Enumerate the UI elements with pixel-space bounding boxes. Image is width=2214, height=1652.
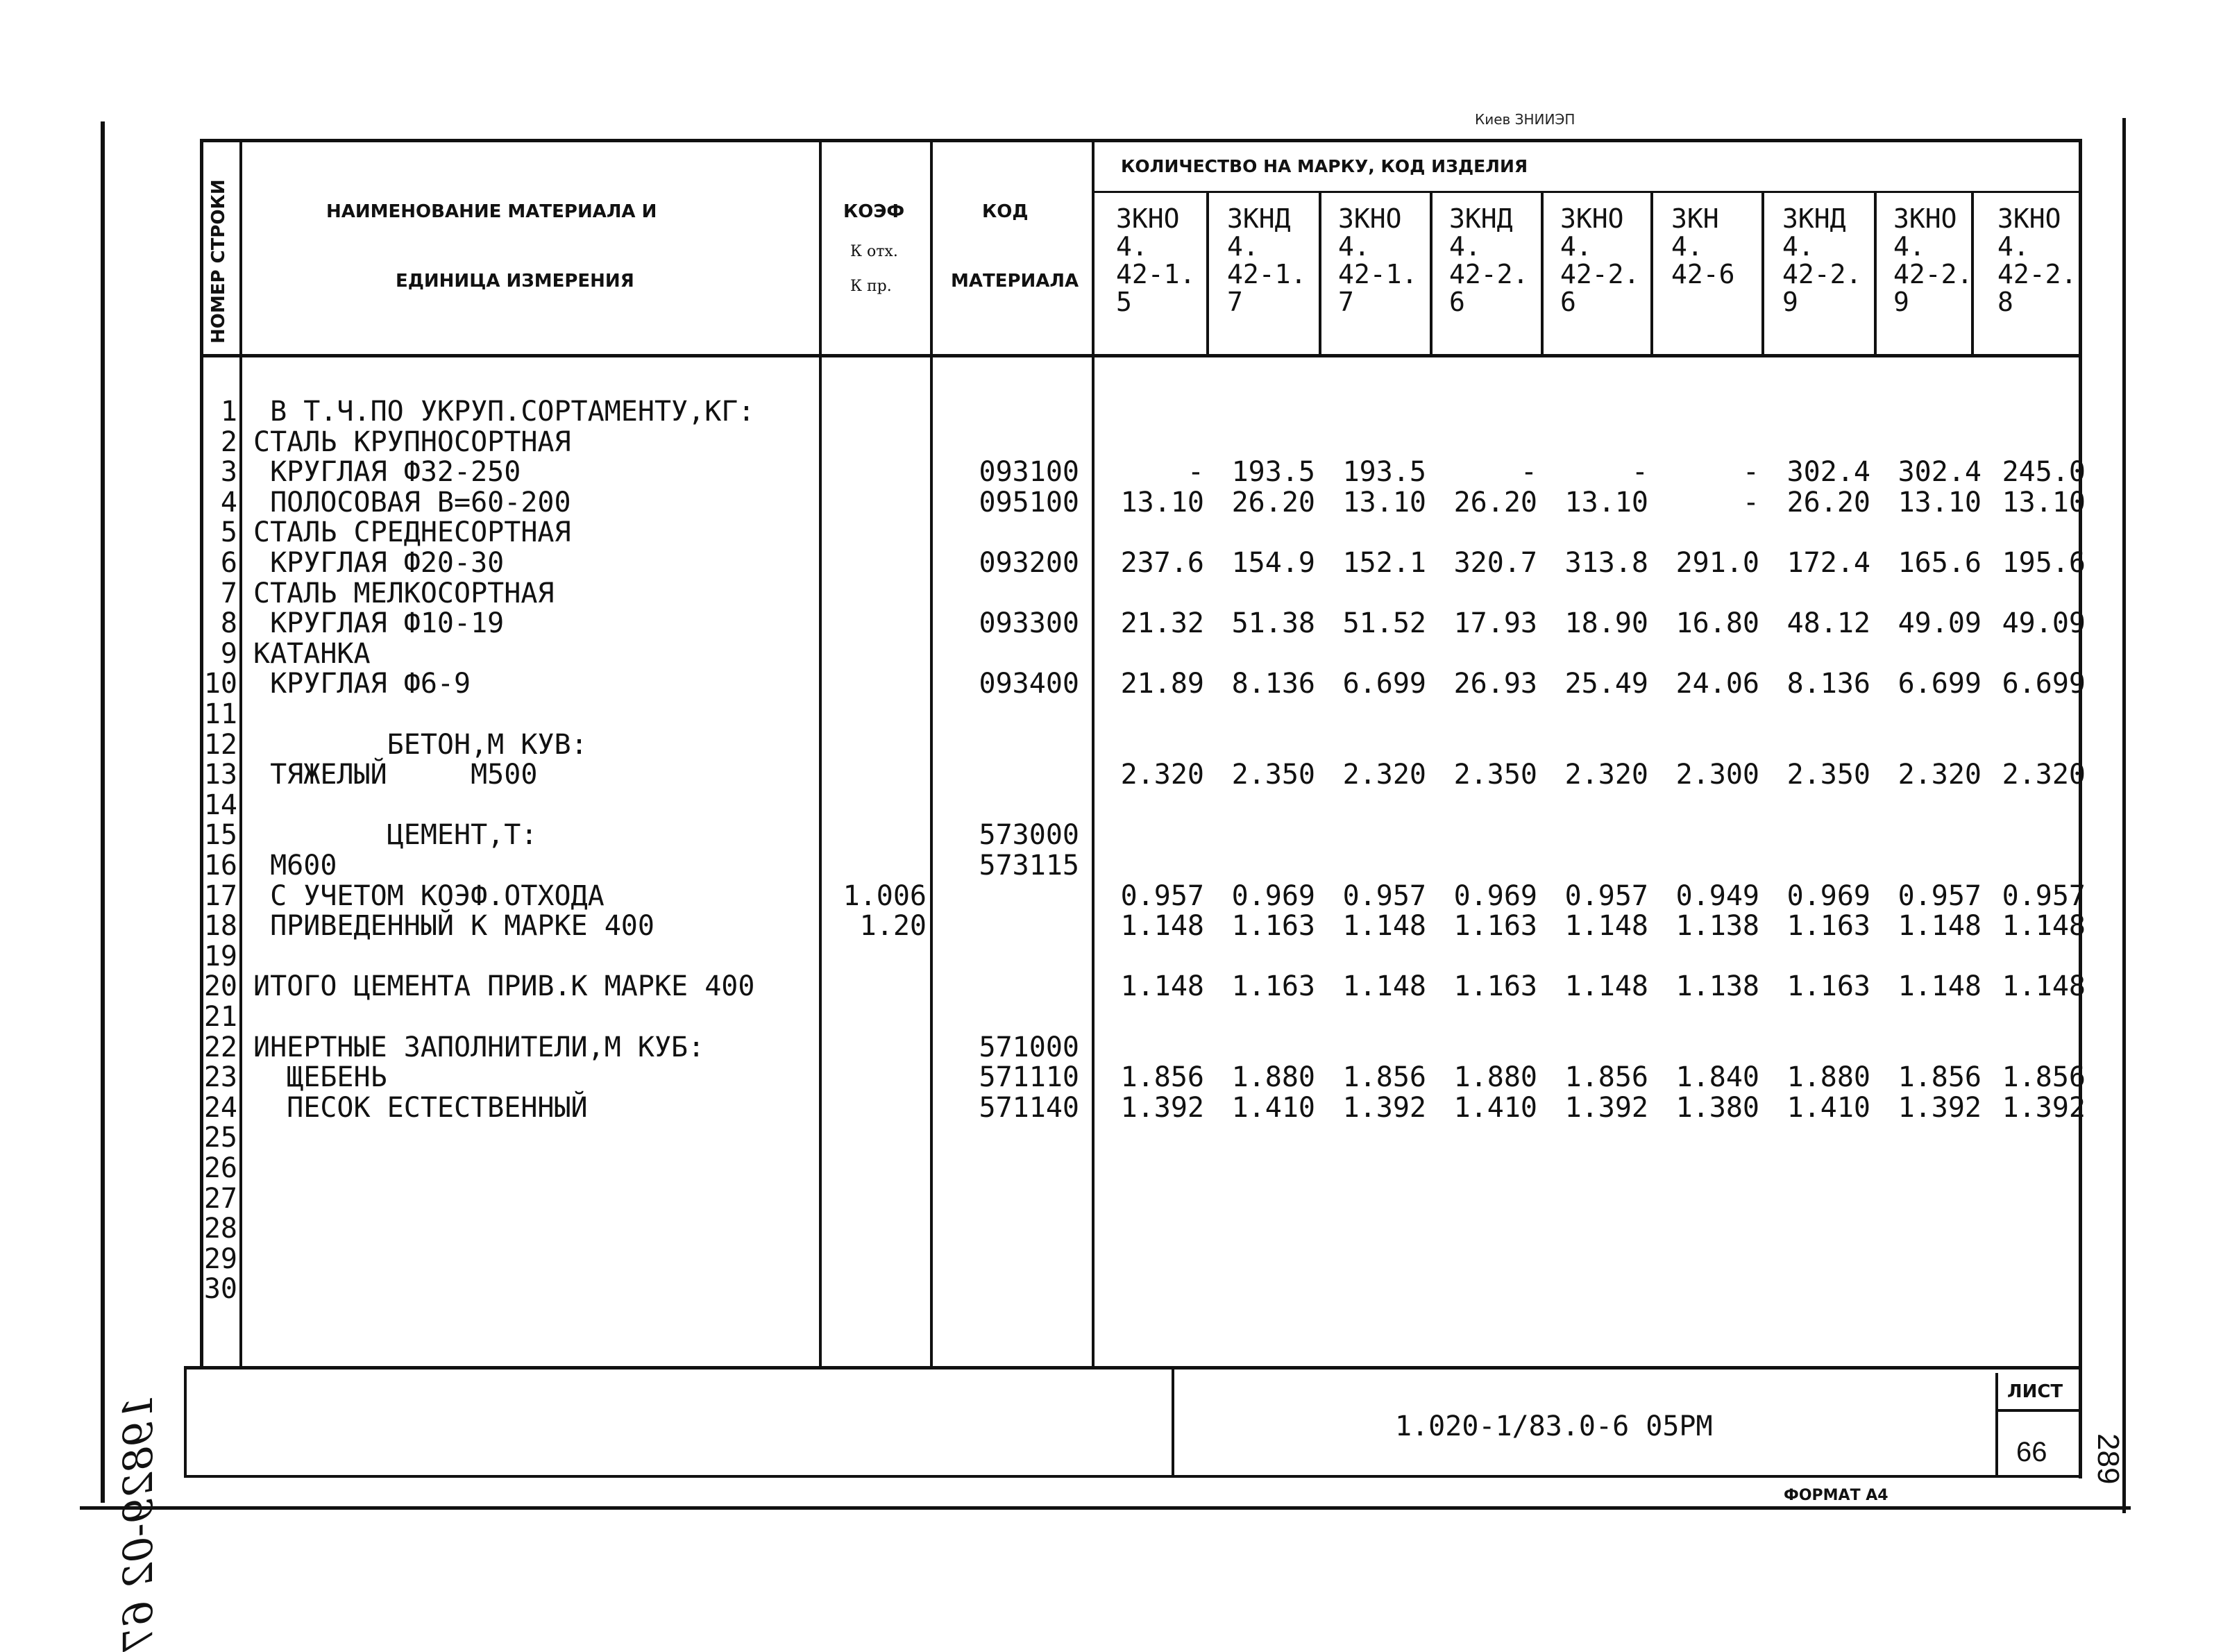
product-code-line: 42-1. [1227, 259, 1307, 289]
product-code-line: 42-2. [1893, 259, 1973, 289]
quantity-cell: 1.856 [1898, 1061, 1981, 1094]
quantity-cell: 1.148 [1898, 910, 1981, 943]
row-number: 1 [220, 396, 237, 428]
product-code-line: 3КНО [1893, 203, 1957, 234]
material-name: ИНЕРТНЫЕ ЗАПОЛНИТЕЛИ,М КУБ: [253, 1031, 705, 1063]
quantity-cell: 1.148 [2002, 910, 2086, 943]
coef-reduced-header: К пр. [850, 278, 892, 295]
row-number: 14 [203, 789, 237, 821]
material-name: КРУГЛАЯ Ф10-19 [253, 607, 505, 640]
quantity-cell: 1.148 [1120, 910, 1204, 943]
quantity-cell: 1.148 [1120, 970, 1204, 1003]
titleblock-bottom-border [184, 1475, 2082, 1478]
quantity-cell: - [1187, 456, 1204, 489]
quantity-cell: 193.5 [1231, 456, 1315, 489]
material-name: БЕТОН,М КУВ: [253, 728, 588, 761]
product-code-line: 4. [1449, 231, 1481, 262]
sheet-label: ЛИСТ [2007, 1381, 2063, 1402]
quantity-cell: 0.969 [1231, 879, 1315, 912]
product-code-line: 42-2. [1449, 259, 1529, 289]
table-top-border [200, 139, 2082, 142]
material-name: ЩЕБЕНЬ [253, 1061, 387, 1094]
row-number: 13 [203, 759, 237, 791]
quantity-cell: 1.163 [1786, 910, 1870, 943]
product-column-header [1560, 205, 1657, 316]
row-number: 2 [220, 425, 237, 458]
quantity-cell: 1.856 [1120, 1061, 1204, 1094]
product-code-line: 3КНД [1782, 203, 1846, 234]
quantity-cell: 165.6 [1898, 547, 1981, 579]
quantity-cell: 1.880 [1453, 1061, 1537, 1094]
material-name: ЦЕМЕНТ,Т: [253, 819, 538, 852]
quantity-cell: 1.880 [1231, 1061, 1315, 1094]
product-code-line: 4. [1338, 231, 1370, 262]
product-code-line: 42-2. [1782, 259, 1862, 289]
row-number: 21 [203, 1001, 237, 1033]
header-bottom-border [200, 354, 2082, 357]
product-column-header [1449, 205, 1546, 316]
product-code-line: 6 [1449, 287, 1465, 317]
product-code-line: 4. [1671, 231, 1703, 262]
product-column-header [1671, 205, 1768, 316]
product-code-line: 7 [1227, 287, 1243, 317]
material-name: ТЯЖЕЛЫЙ М500 [253, 759, 538, 791]
row-number: 3 [220, 456, 237, 489]
frame-bottom-edge [80, 1506, 2131, 1510]
product-code-line: 42-6 [1671, 259, 1735, 289]
product-column-header [1997, 205, 2095, 316]
row-number: 12 [203, 728, 237, 761]
quantity-cell: 8.136 [1231, 668, 1315, 700]
product-code-line: 42-1. [1116, 259, 1196, 289]
quantity-cell: 1.880 [1786, 1061, 1870, 1094]
product-code-line: 5 [1116, 287, 1132, 317]
quantity-cell: 2.350 [1453, 759, 1537, 791]
quantity-cell: 2.300 [1675, 759, 1759, 791]
quantity-cell: 1.148 [1564, 970, 1648, 1003]
material-name: КАТАНКА [253, 637, 371, 670]
quantity-cell: 8.136 [1786, 668, 1870, 700]
row-number: 17 [203, 879, 237, 912]
product-column-header [1116, 205, 1213, 316]
row-number: 24 [203, 1091, 237, 1124]
product-column-header [1227, 205, 1324, 316]
product-code-line: 4. [1227, 231, 1259, 262]
quantity-cell: 26.20 [1786, 486, 1870, 519]
material-code: 571000 [979, 1031, 1079, 1063]
quantity-cell: 1.138 [1675, 970, 1759, 1003]
product-code-line: 3КНО [1116, 203, 1180, 234]
quantity-cell: 0.957 [1564, 879, 1648, 912]
product-code-line: 9 [1893, 287, 1909, 317]
format-label: ФОРМАТ А4 [1784, 1487, 1888, 1504]
product-column-header [1338, 205, 1435, 316]
table-outer-right [2079, 139, 2082, 1478]
quantity-cell: 25.49 [1564, 668, 1648, 700]
quantity-cell: 1.856 [1564, 1061, 1648, 1094]
quantity-cell: 1.163 [1786, 970, 1870, 1003]
qty-header-underline [1092, 191, 2082, 193]
quantity-cell: 291.0 [1675, 547, 1759, 579]
quantity-cell: 13.10 [1120, 486, 1204, 519]
col-divider-rownum [239, 139, 242, 1367]
quantity-cell: 2.320 [1120, 759, 1204, 791]
quantity-cell: 1.410 [1786, 1091, 1870, 1124]
row-number: 16 [203, 850, 237, 882]
quantity-cell: 0.949 [1675, 879, 1759, 912]
row-number: 18 [203, 910, 237, 943]
quantity-cell: 48.12 [1786, 607, 1870, 640]
material-name-header: НАИМЕНОВАНИЕ МАТЕРИАЛА И [326, 201, 657, 222]
material-name: ПЕСОК ЕСТЕСТВЕННЫЙ [253, 1091, 588, 1124]
product-code-line: 9 [1782, 287, 1798, 317]
quantity-cell: 13.10 [1898, 486, 1981, 519]
quantity-cell: 1.392 [1898, 1091, 1981, 1124]
material-name: В Т.Ч.ПО УКРУП.СОРТАМЕНТУ,КГ: [253, 396, 755, 428]
quantity-cell: 0.957 [1898, 879, 1981, 912]
material-code: 571110 [979, 1061, 1079, 1094]
quantity-cell: 1.392 [2002, 1091, 2086, 1124]
quantity-cell: 13.10 [1564, 486, 1648, 519]
quantity-cell: - [1742, 456, 1759, 489]
quantity-cell: 18.90 [1564, 607, 1648, 640]
material-name: СТАЛЬ КРУПНОСОРТНАЯ [253, 425, 571, 458]
material-code: 095100 [979, 486, 1079, 519]
quantity-cell: 152.1 [1342, 547, 1426, 579]
material-name: С УЧЕТОМ КОЭФ.ОТХОДА [253, 879, 605, 912]
coefficient: 1.006 [843, 879, 927, 912]
quantity-cell: - [1631, 456, 1648, 489]
quantity-cell: 245.0 [2002, 456, 2086, 489]
coef-waste-header: К отх. [850, 243, 898, 260]
material-code: 573115 [979, 850, 1079, 882]
row-number: 19 [203, 940, 237, 972]
quantity-cell: 1.163 [1453, 970, 1537, 1003]
quantity-header: КОЛИЧЕСТВО НА МАРКУ, КОД ИЗДЕЛИЯ [1121, 156, 1528, 176]
quantity-cell: 21.32 [1120, 607, 1204, 640]
quantity-cell: 1.840 [1675, 1061, 1759, 1094]
quantity-cell: 1.392 [1564, 1091, 1648, 1124]
product-code-line: 4. [1782, 231, 1814, 262]
row-number: 30 [203, 1273, 237, 1306]
frame-left-edge [101, 121, 105, 1503]
quantity-cell: 302.4 [1786, 456, 1870, 489]
product-code-line: 8 [1997, 287, 2013, 317]
quantity-cell: 193.5 [1342, 456, 1426, 489]
col-divider-code [1092, 139, 1095, 1367]
side-page-number: 289 [2091, 1433, 2125, 1485]
col-divider-coef [930, 139, 933, 1367]
product-code-line: 3КН [1671, 203, 1719, 234]
product-code-line: 42-2. [1560, 259, 1640, 289]
product-code-line: 3КНД [1227, 203, 1291, 234]
quantity-cell: 0.957 [1342, 879, 1426, 912]
row-number: 15 [203, 819, 237, 852]
quantity-cell: - [1742, 486, 1759, 519]
material-code: 571140 [979, 1091, 1079, 1124]
coefficient: 1.20 [859, 910, 927, 943]
titleblock-divider [1172, 1366, 1174, 1477]
quantity-cell: 313.8 [1564, 547, 1648, 579]
product-code-line: 3КНД [1449, 203, 1513, 234]
material-name: КРУГЛАЯ Ф20-30 [253, 547, 505, 579]
row-number: 10 [203, 668, 237, 700]
quantity-cell: 2.350 [1786, 759, 1870, 791]
quantity-cell: 1.392 [1120, 1091, 1204, 1124]
quantity-cell: 1.856 [1342, 1061, 1426, 1094]
row-number: 7 [220, 577, 237, 609]
quantity-cell: 1.410 [1231, 1091, 1315, 1124]
material-code: 093200 [979, 547, 1079, 579]
quantity-cell: 0.957 [2002, 879, 2086, 912]
quantity-cell: 24.06 [1675, 668, 1759, 700]
quantity-cell: 1.410 [1453, 1091, 1537, 1124]
material-code: 093100 [979, 456, 1079, 489]
row-number: 6 [220, 547, 237, 579]
quantity-cell: 302.4 [1898, 456, 1981, 489]
quantity-cell: 2.320 [2002, 759, 2086, 791]
product-code-line: 42-1. [1338, 259, 1418, 289]
quantity-cell: 2.320 [1898, 759, 1981, 791]
row-number: 20 [203, 970, 237, 1003]
row-number: 29 [203, 1242, 237, 1275]
coef-header: КОЭФ [843, 201, 905, 222]
quantity-cell: 1.163 [1453, 910, 1537, 943]
row-number: 25 [203, 1122, 237, 1154]
product-code-line: 4. [1997, 231, 2029, 262]
material-code: 573000 [979, 819, 1079, 852]
quantity-cell: 1.138 [1675, 910, 1759, 943]
quantity-cell: 26.20 [1231, 486, 1315, 519]
quantity-cell: 2.320 [1342, 759, 1426, 791]
product-code-line: 4. [1116, 231, 1148, 262]
quantity-cell: 1.163 [1231, 970, 1315, 1003]
col-divider-name [819, 139, 822, 1367]
quantity-cell: 0.957 [1120, 879, 1204, 912]
row-number: 22 [203, 1031, 237, 1063]
product-column-header [1782, 205, 1879, 316]
titleblock-left-border [184, 1366, 187, 1477]
quantity-cell: 1.148 [1564, 910, 1648, 943]
quantity-cell: 2.350 [1231, 759, 1315, 791]
row-number-header: НОМЕР СТРОКИ [208, 179, 229, 344]
material-name: СТАЛЬ МЕЛКОСОРТНАЯ [253, 577, 555, 609]
quantity-cell: 0.969 [1786, 879, 1870, 912]
product-code-line: 4. [1560, 231, 1592, 262]
quantity-cell: 1.148 [2002, 970, 2086, 1003]
quantity-cell: 6.699 [1342, 668, 1426, 700]
quantity-cell: 21.89 [1120, 668, 1204, 700]
quantity-cell: 237.6 [1120, 547, 1204, 579]
row-number: 27 [203, 1182, 237, 1215]
quantity-cell: 26.93 [1453, 668, 1537, 700]
row-number: 8 [220, 607, 237, 640]
quantity-cell: 1.148 [1342, 910, 1426, 943]
sheet-cell-left [1995, 1373, 1998, 1477]
code-header-1: КОД [982, 201, 1029, 222]
product-code-line: 42-2. [1997, 259, 2077, 289]
quantity-cell: 51.52 [1342, 607, 1426, 640]
material-code: 093300 [979, 607, 1079, 640]
table-bottom-border [184, 1366, 2082, 1369]
sheet-number: 66 [2016, 1437, 2047, 1467]
sheet-cell-mid [1995, 1409, 2079, 1412]
quantity-cell: 1.163 [1231, 910, 1315, 943]
product-code-line: 3КНО [1338, 203, 1402, 234]
row-number: 9 [220, 637, 237, 670]
quantity-cell: 1.148 [1342, 970, 1426, 1003]
product-code-line: 3КНО [1997, 203, 2061, 234]
product-code-line [1671, 288, 1768, 316]
document-code: 1.020-1/83.0-6 05РМ [1395, 1410, 1713, 1442]
row-number: 28 [203, 1213, 237, 1245]
page-right-edge [2122, 118, 2126, 1513]
quantity-cell: 1.148 [1898, 970, 1981, 1003]
unit-header: ЕДИНИЦА ИЗМЕРЕНИЯ [396, 271, 634, 292]
material-code: 093400 [979, 668, 1079, 700]
product-column-header [1893, 205, 1991, 316]
quantity-cell: 195.6 [2002, 547, 2086, 579]
quantity-cell: 2.320 [1564, 759, 1648, 791]
product-code-line: 4. [1893, 231, 1925, 262]
material-name: КРУГЛАЯ Ф32-250 [253, 456, 521, 489]
quantity-cell: 49.09 [2002, 607, 2086, 640]
row-number: 23 [203, 1061, 237, 1094]
quantity-cell: - [1520, 456, 1537, 489]
quantity-cell: 154.9 [1231, 547, 1315, 579]
quantity-cell: 1.856 [2002, 1061, 2086, 1094]
quantity-cell: 26.20 [1453, 486, 1537, 519]
quantity-cell: 0.969 [1453, 879, 1537, 912]
product-code-line: 6 [1560, 287, 1576, 317]
material-name: ПРИВЕДЕННЫЙ К МАРКЕ 400 [253, 910, 654, 943]
row-number: 26 [203, 1152, 237, 1184]
material-name: СТАЛЬ СРЕДНЕСОРТНАЯ [253, 516, 571, 549]
quantity-cell: 320.7 [1453, 547, 1537, 579]
quantity-cell: 6.699 [1898, 668, 1981, 700]
quantity-cell: 51.38 [1231, 607, 1315, 640]
row-number: 5 [220, 516, 237, 549]
product-code-line: 3КНО [1560, 203, 1624, 234]
left-margin-handwritten-note: 19829-02 67 [115, 1395, 162, 1652]
material-name: КРУГЛАЯ Ф6-9 [253, 668, 471, 700]
quantity-cell: 6.699 [2002, 668, 2086, 700]
quantity-cell: 16.80 [1675, 607, 1759, 640]
product-code-line: 7 [1338, 287, 1354, 317]
quantity-cell: 172.4 [1786, 547, 1870, 579]
quantity-cell: 49.09 [1898, 607, 1981, 640]
quantity-cell: 13.10 [1342, 486, 1426, 519]
quantity-cell: 13.10 [2002, 486, 2086, 519]
row-number: 4 [220, 486, 237, 519]
quantity-cell: 1.380 [1675, 1091, 1759, 1124]
quantity-cell: 1.392 [1342, 1091, 1426, 1124]
top-scribble-note: Киев ЗНИИЭП [1475, 111, 1575, 128]
material-name: ПОЛОСОВАЯ В=60-200 [253, 486, 571, 519]
material-name: ИТОГО ЦЕМЕНТА ПРИВ.К МАРКЕ 400 [253, 970, 755, 1003]
quantity-cell: 17.93 [1453, 607, 1537, 640]
row-number: 11 [203, 698, 237, 730]
code-header-2: МАТЕРИАЛА [951, 271, 1079, 292]
material-name: М600 [253, 850, 337, 882]
